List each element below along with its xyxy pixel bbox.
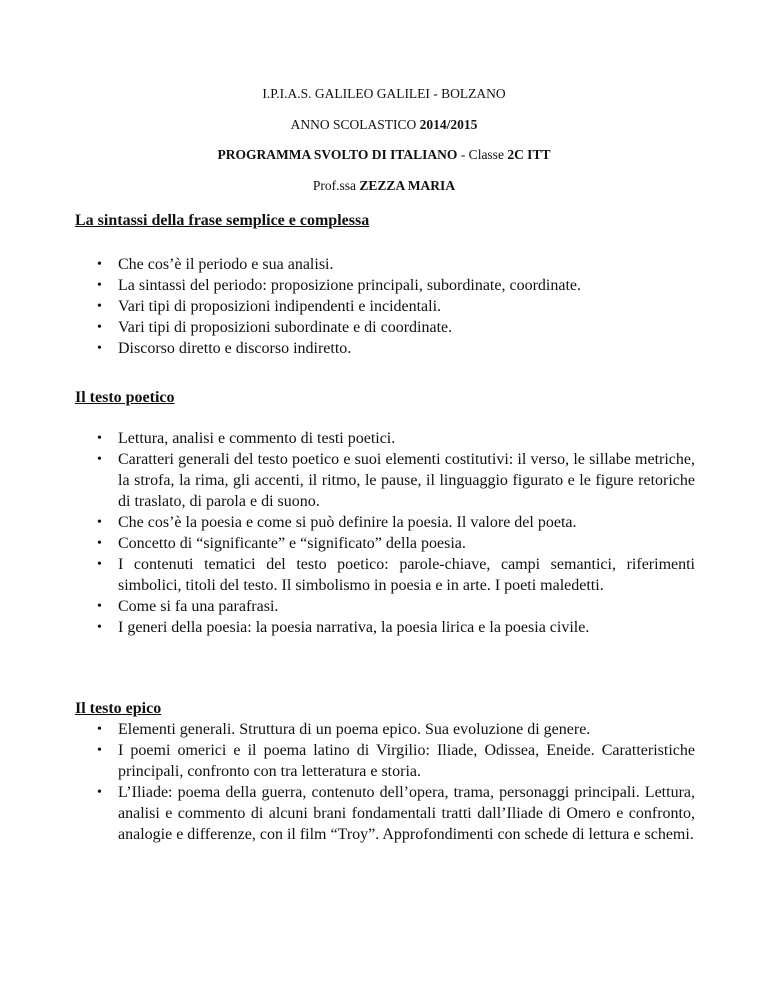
school-year-value: 2014/2015 <box>419 117 478 132</box>
bullet-icon: • <box>97 257 102 272</box>
list-item-text: Elementi generali. Struttura di un poema epico. Sua evoluzione di genere. <box>118 721 591 738</box>
program-title-text: PROGRAMMA SVOLTO DI ITALIANO <box>217 147 458 162</box>
bullet-list <box>75 428 695 638</box>
list-item-text: I generi della poesia: la poesia narrativa, la poesia lirica e la poesia civile. <box>118 619 590 636</box>
school-year-label: ANNO SCOLASTICO <box>290 117 420 132</box>
list-item <box>75 338 695 359</box>
section-title: La sintassi della frase semplice e complessa <box>75 212 370 229</box>
bullet-icon: • <box>97 536 102 551</box>
list-item-text: Che cos’è la poesia e come si può definire la poesia. Il valore del poeta. <box>118 514 577 531</box>
list-item <box>75 317 695 338</box>
bullet-icon: • <box>97 515 102 530</box>
school-year <box>0 117 768 133</box>
bullet-icon: • <box>97 278 102 293</box>
class-value: 2C ITT <box>507 147 551 162</box>
program-title <box>0 147 768 163</box>
bullet-list <box>75 719 695 845</box>
bullet-icon: • <box>97 299 102 314</box>
school-name-text: I.P.I.A.S. GALILEO GALILEI - BOLZANO <box>262 86 506 101</box>
bullet-icon: • <box>97 452 102 467</box>
list-item <box>75 740 695 782</box>
school-name <box>0 86 768 102</box>
list-item-text: Lettura, analisi e commento di testi poetici. <box>118 430 396 447</box>
section-sintassi <box>75 211 695 359</box>
list-item <box>75 719 695 740</box>
bullet-icon: • <box>97 431 102 446</box>
list-item-text: Come si fa una parafrasi. <box>118 598 279 615</box>
list-item <box>75 275 695 296</box>
teacher-name: ZEZZA MARIA <box>359 178 456 193</box>
bullet-icon: • <box>97 743 102 758</box>
list-item-text: Concetto di “significante” e “significato” della poesia. <box>118 535 466 552</box>
section-testo-poetico <box>75 388 695 638</box>
bullet-icon: • <box>97 620 102 635</box>
list-item-text: La sintassi del periodo: proposizione principali, subordinate, coordinate. <box>118 277 581 294</box>
list-item <box>75 782 695 845</box>
bullet-icon: • <box>97 785 102 800</box>
list-item-text: Vari tipi di proposizioni subordinate e di coordinate. <box>118 319 453 336</box>
class-label: - Classe <box>457 147 508 162</box>
list-item <box>75 617 695 638</box>
teacher-prefix: Prof.ssa <box>312 178 360 193</box>
teacher-line <box>0 178 768 194</box>
section-testo-epico <box>75 699 695 845</box>
list-item-text: Vari tipi di proposizioni indipendenti e incidentali. <box>118 298 442 315</box>
list-item <box>75 428 695 449</box>
list-item-text: L’Iliade: poema della guerra, contenuto dell’opera, trama, personaggi principali. Lettura, analisi e commento di alcuni brani fondamentali tratti dall’Iliade di Omero e confronto, analogie e differenze, con il film “Troy”. Approfondimenti con schede di lettura e schemi. <box>118 784 695 843</box>
list-item <box>75 449 695 512</box>
bullet-icon: • <box>97 320 102 335</box>
list-item <box>75 533 695 554</box>
list-item-text: Discorso diretto e discorso indiretto. <box>118 340 352 357</box>
list-item <box>75 596 695 617</box>
list-item <box>75 554 695 596</box>
list-item-text: I contenuti tematici del testo poetico: parole-chiave, campi semantici, riferimenti simbolici, titoli del testo. Il simbolismo in poesia e in arte. I poeti maledetti. <box>118 556 695 594</box>
section-title: Il testo poetico <box>75 389 175 406</box>
bullet-icon: • <box>97 341 102 356</box>
list-item <box>75 512 695 533</box>
list-item-text: Caratteri generali del testo poetico e suoi elementi costitutivi: il verso, le sillabe metriche, la strofa, la rima, gli accenti, il ritmo, le pause, il linguaggio figurato e le figure retoriche di traslato, di parola e di suono. <box>118 451 695 510</box>
list-item-text: I poemi omerici e il poema latino di Virgilio: Iliade, Odissea, Eneide. Caratteristiche principali, confronto con tra letteratura e storia. <box>118 742 695 780</box>
list-item <box>75 296 695 317</box>
list-item-text: Che cos’è il periodo e sua analisi. <box>118 256 334 273</box>
bullet-icon: • <box>97 599 102 614</box>
section-title: Il testo epico <box>75 700 162 717</box>
list-item <box>75 254 695 275</box>
bullet-icon: • <box>97 722 102 737</box>
bullet-icon: • <box>97 557 102 572</box>
bullet-list <box>75 254 695 359</box>
